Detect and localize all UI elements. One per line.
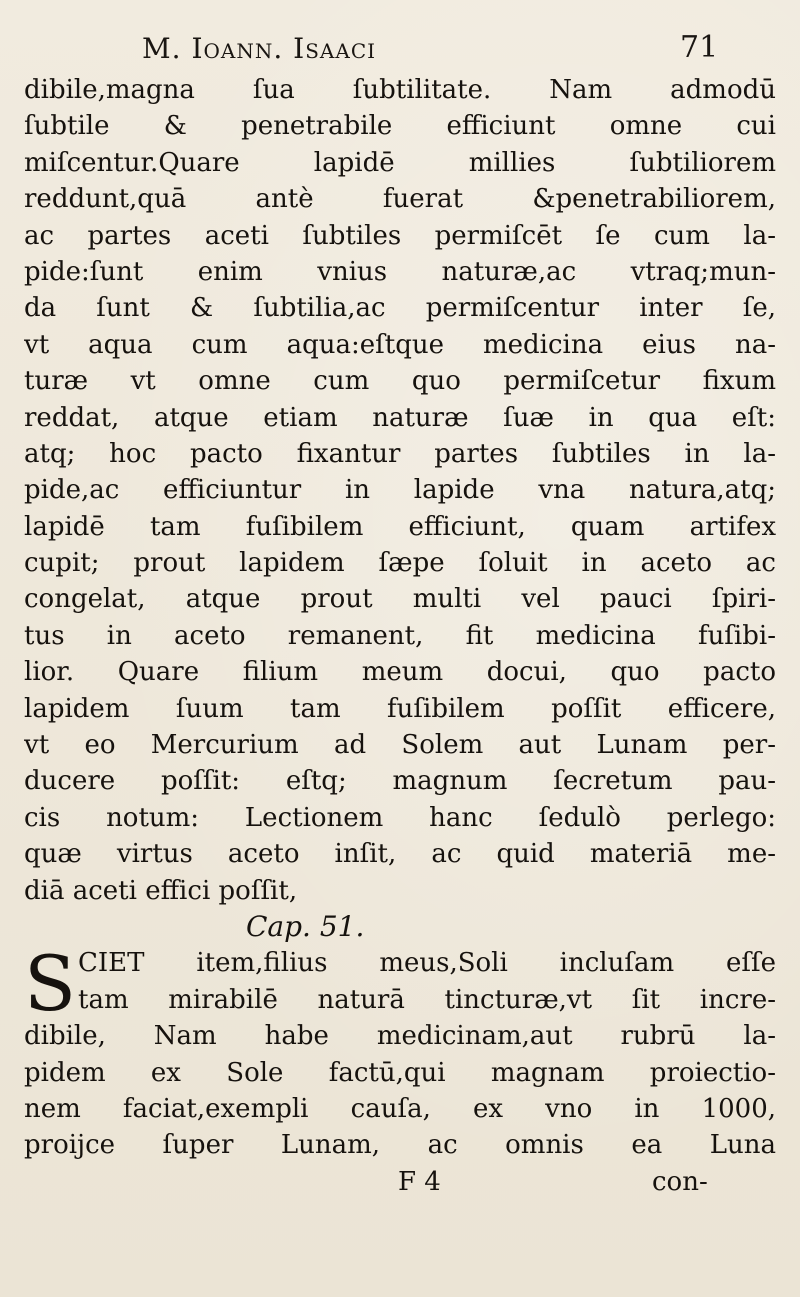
text-line: nem faciat,exempli cauſa, ex vno in 1000, xyxy=(24,1093,776,1124)
text-line: turæ vt omne cum quo permiſcetur fixum xyxy=(24,366,776,397)
text-line: cupit; prout lapidem ſæpe ſoluit in aceto ac xyxy=(24,548,776,579)
text-line: pidem ex Sole factū,qui magnam proiectio- xyxy=(24,1057,776,1088)
text-line: reddat, atque etiam naturæ ſuæ in qua eſt: xyxy=(24,402,776,433)
text-line: atq; hoc pacto fixantur partes ſubtiles in la- xyxy=(24,438,776,469)
text-line: quæ virtus aceto inſit, ac quid materiā me- xyxy=(24,839,776,870)
drop-cap: S xyxy=(24,939,77,1029)
catchword: con- xyxy=(652,1166,708,1197)
text-line: ac partes aceti ſubtiles permiſcēt ſe cum la- xyxy=(24,220,776,251)
page-header xyxy=(0,20,800,70)
text-line: cis notum: Lectionem hanc ſedulò perlego: xyxy=(24,802,776,833)
text-line: tus in aceto remanent, fit medicina fuſibi- xyxy=(24,620,776,651)
text-line: lapidem ſuum tam fuſibilem poſſit efficere, xyxy=(24,693,776,724)
chapter-paragraph xyxy=(24,939,776,1163)
text-line: dibile,magna ſua ſubtilitate. Nam admodū xyxy=(24,75,776,105)
text-line: ducere poſſit: eſtq; magnum ſecretum pau- xyxy=(24,766,776,797)
text-line: lapidē tam fuſibilem efficiunt, quam artifex xyxy=(24,511,776,542)
text-line: congelat, atque prout multi vel pauci ſpiri- xyxy=(24,584,776,615)
page-number: 71 xyxy=(680,30,719,65)
text-line: tam mirabilē naturā tincturæ,vt ſit incre- xyxy=(78,984,776,1015)
running-head: M. Ioann. Isaaci xyxy=(142,32,377,65)
text-line: vt aqua cum aqua:eſtque medicina eius na- xyxy=(24,329,776,360)
text-line: da ſunt & ſubtilia,ac permiſcentur inter ſe, xyxy=(24,293,776,324)
text-line: miſcentur.Quare lapidē millies ſubtiliorem xyxy=(24,147,776,178)
text-line: CIET item,filius meus,Soli incluſam eſſe xyxy=(78,948,776,979)
text-line: ſubtile & penetrabile efficiunt omne cui xyxy=(24,111,776,142)
text-line: lior. Quare filium meum docui, quo pacto xyxy=(24,657,776,688)
text-line: reddunt,quā antè fuerat &penetrabiliorem, xyxy=(24,184,776,215)
text-line: proijce ſuper Lunam, ac omnis ea Luna xyxy=(24,1130,776,1161)
text-line: diā aceti effici poſſit, xyxy=(24,875,298,906)
chapter-heading: Cap. 51. xyxy=(246,909,365,943)
body-text xyxy=(24,72,776,1200)
text-line: pide:ſunt enim vnius naturæ,ac vtraq;mun- xyxy=(24,256,776,287)
text-line: vt eo Mercurium ad Solem aut Lunam per- xyxy=(24,730,776,761)
page-footer xyxy=(24,1164,776,1200)
text-line: dibile, Nam habe medicinam,aut rubrū la- xyxy=(24,1021,776,1052)
paragraph-before-chapter xyxy=(24,72,776,909)
text-line: pide,ac efficiuntur in lapide vna natura,atq; xyxy=(24,475,776,506)
signature-mark: F 4 xyxy=(398,1166,441,1197)
